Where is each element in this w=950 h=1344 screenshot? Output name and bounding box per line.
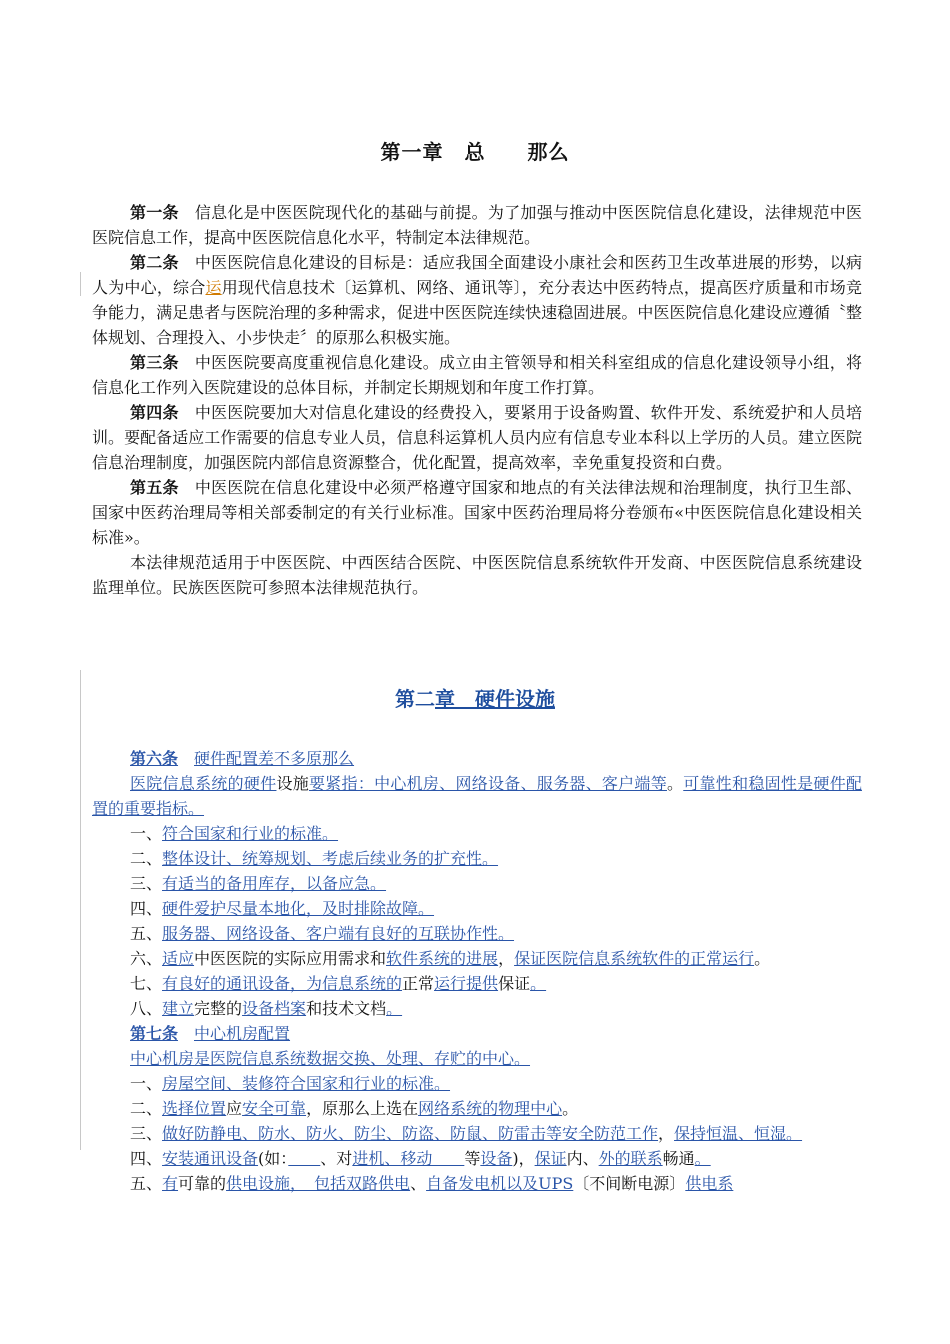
article-1: 第一条 信息化是中医医院现代化的基础与前提。为了加强与推动中医医院信息化建设，法律规范中医医院信息工作，提高中医医院信息化水平，特制定本法律规范。 bbox=[92, 203, 862, 247]
chapter1-title: 第一章 总 那么 bbox=[380, 140, 570, 164]
list-item: 五、有可靠的供电设施， 包括双路供电、自备发电机以及UPS〔不间断电源〕供电系 bbox=[130, 1174, 734, 1193]
list-item: 四、安装通讯设备(如： 、对进机、移动 等设备)，保证内、外的联系畅通。 bbox=[130, 1149, 711, 1168]
article-label: 第五条 bbox=[130, 478, 179, 497]
list-item: 二、选择位置应安全可靠，原那么上选在网络系统的物理中心。 bbox=[130, 1099, 579, 1118]
article-6-intro: 医院信息系统的硬件设施要紧指：中心机房、网络设备、服务器、客户端等。可靠性和稳固性是硬件配置的重要指标。 bbox=[92, 774, 862, 818]
chapter2-body bbox=[92, 746, 862, 1196]
article-label: 第四条 bbox=[130, 403, 179, 422]
revision-bar bbox=[80, 272, 81, 296]
scope-paragraph: 本法律规范适用于中医医院、中西医结合医院、中医医院信息系统软件开发商、中医医院信息系统建设监理单位。民族医医院可参照本法律规范执行。 bbox=[92, 553, 862, 597]
list-item: 三、做好防静电、防水、防火、防尘、防盗、防鼠、防雷击等安全防范工作，保持恒温、恒湿。 bbox=[130, 1124, 803, 1143]
article-label: 第三条 bbox=[130, 353, 179, 372]
article-3: 第三条 中医医院要高度重视信息化建设。成立由主管领导和相关科室组成的信息化建设领导小组，将信息化工作列入医院建设的总体目标，并制定长期规划和年度工作打算。 bbox=[92, 353, 862, 397]
article-7-heading: 第七条 中心机房配置 bbox=[130, 1024, 291, 1043]
list-item: 一、符合国家和行业的标准。 bbox=[130, 824, 339, 843]
list-item: 二、整体设计、统筹规划、考虑后续业务的扩充性。 bbox=[130, 849, 499, 868]
tracked-change: 运 bbox=[205, 278, 222, 297]
article-6-heading: 第六条 硬件配置差不多原那么 bbox=[130, 749, 355, 768]
article-5: 第五条 中医医院在信息化建设中必须严格遵守国家和地点的有关法律法规和治理制度，执行卫生部、国家中医药治理局等相关部委制定的有关行业标准。国家中医药治理局将分卷颁布«中医医院信息化建设相关标准»。 bbox=[92, 478, 862, 547]
list-item: 七、有良好的通讯设备，为信息系统的正常运行提供保证。 bbox=[130, 974, 547, 993]
article-4: 第四条 中医医院要加大对信息化建设的经费投入，要紧用于设备购置、软件开发、系统爱护和人员培训。要配备适应工作需要的信息专业人员，信息科运算机人员内应有信息专业本科以上学历的人员。建立医院信息治理制度，加强医院内部信息资源整合，优化配置，提高效率，幸免重复投资和白费。 bbox=[92, 403, 862, 472]
list-item: 六、适应中医医院的实际应用需求和软件系统的进展，保证医院信息系统软件的正常运行。 bbox=[130, 949, 771, 968]
list-item: 四、硬件爱护尽量本地化，及时排除故障。 bbox=[130, 899, 435, 918]
article-2: 第二条 中医医院信息化建设的目标是：适应我国全面建设小康社会和医药卫生改革进展的形势，以病人为中心，综合运用现代信息技术〔运算机、网络、通讯等〕，充分表达中医药特点，提高医疗质量和市场竞争能力，满足患者与医院治理的多种需求，促进中医医院连续快速稳固进展。中医医院信息化建设应遵循〝整体规划、合理投入、小步快走〞的原那么积极实施。 bbox=[92, 253, 862, 347]
article-label: 第二条 bbox=[130, 253, 179, 272]
list-item: 一、房屋空间、装修符合国家和行业的标准。 bbox=[130, 1074, 451, 1093]
chapter2-title: 第二章 硬件设施 bbox=[395, 687, 555, 711]
chapter1-body bbox=[92, 200, 862, 600]
article-7-intro: 中心机房是医院信息系统数据交换、处理、存贮的中心。 bbox=[130, 1049, 531, 1068]
revision-bar bbox=[80, 670, 81, 1150]
list-item: 三、有适当的备用库存，以备应急。 bbox=[130, 874, 387, 893]
list-item: 八、建立完整的设备档案和技术文档。 bbox=[130, 999, 403, 1018]
list-item: 五、服务器、网络设备、客户端有良好的互联协作性。 bbox=[130, 924, 515, 943]
article-label: 第一条 bbox=[130, 203, 179, 222]
